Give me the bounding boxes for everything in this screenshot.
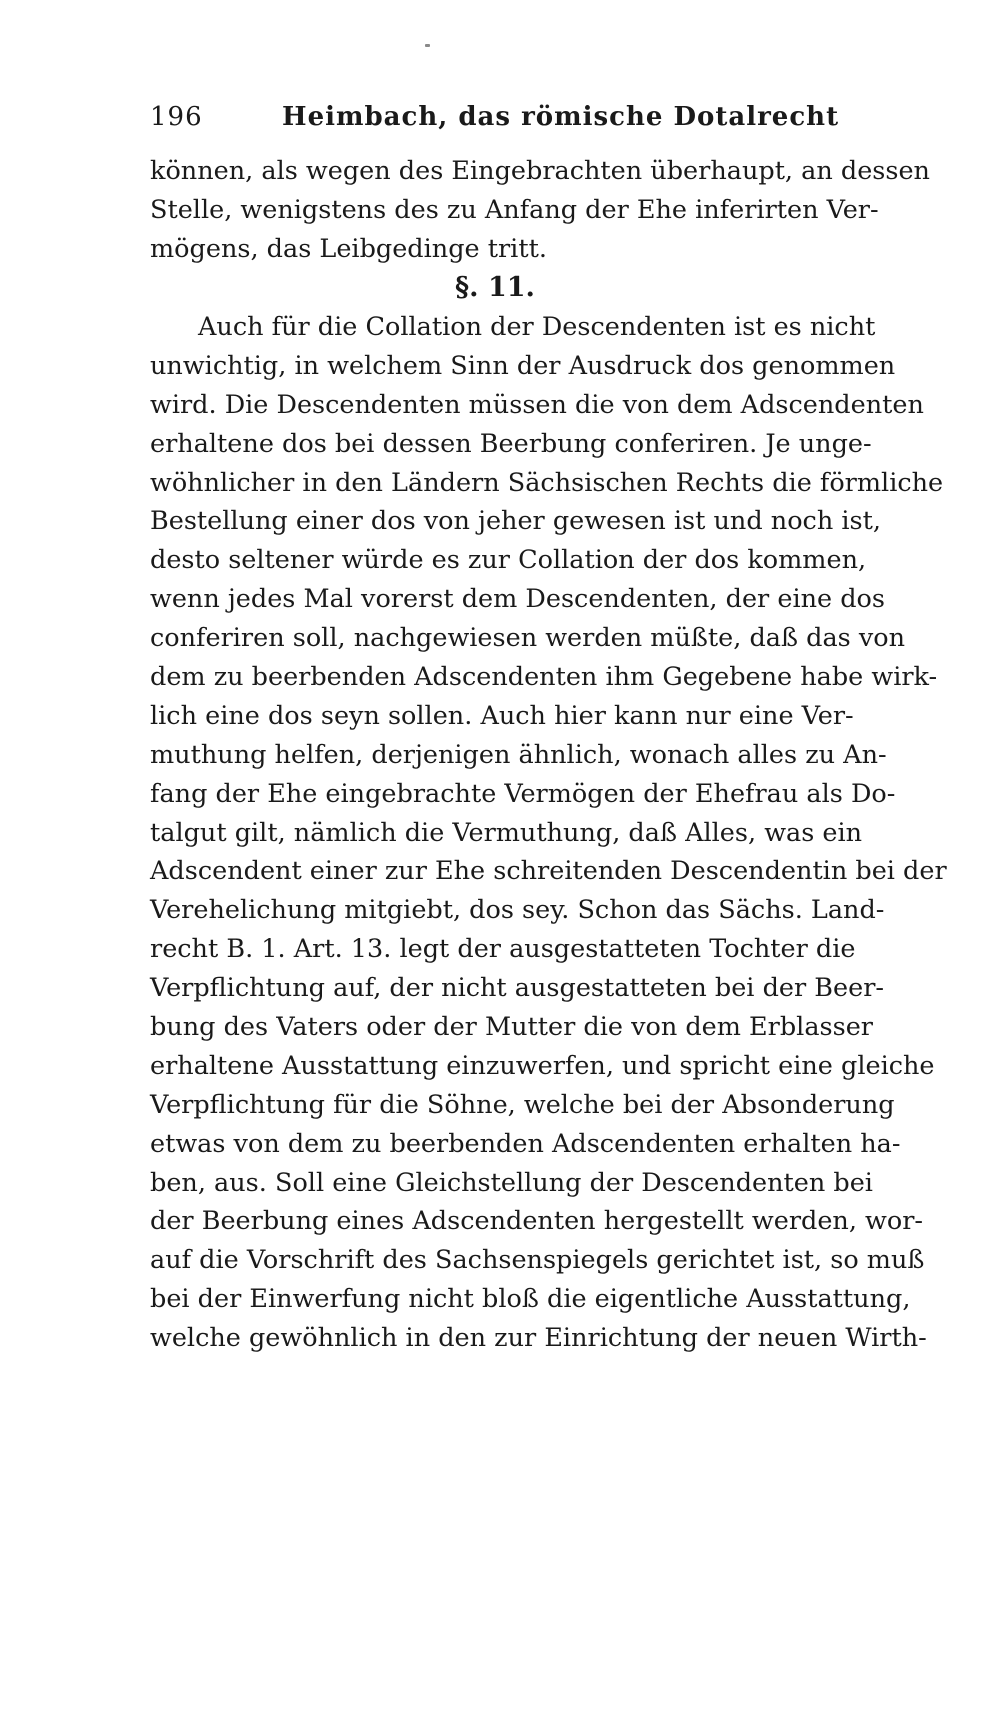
text-line: talgut gilt, nämlich die Vermuthung, daß Alles, was ein <box>150 817 863 848</box>
text-line: der Beerbung eines Adscendenten hergestellt werden, wor- <box>150 1206 924 1237</box>
text-line: welche gewöhnlich in den zur Einrichtung der neuen Wirth- <box>150 1323 927 1354</box>
page-body <box>150 152 947 1354</box>
text-line: ben, aus. Soll eine Gleichstellung der Descendenten bei <box>150 1167 873 1198</box>
page-number: 196 <box>150 102 203 132</box>
text-line: wenn jedes Mal vorerst dem Descendenten, der eine dos <box>150 584 885 615</box>
text-line: etwas von dem zu beerbenden Adscendenten erhalten ha- <box>150 1128 901 1159</box>
text-line: wird. Die Descendenten müssen die von dem Adscendenten <box>150 389 924 420</box>
text-line: können, als wegen des Eingebrachten überhaupt, an dessen <box>150 156 930 186</box>
text-line: wöhnlicher in den Ländern Sächsischen Rechts die förmliche <box>150 467 944 498</box>
carryover-text <box>150 152 930 269</box>
text-line: erhaltene Ausstattung einzuwerfen, und spricht eine gleiche <box>150 1050 935 1081</box>
text-line: mögens, das Leibgedinge tritt. <box>150 233 547 264</box>
text-line: bung des Vaters oder der Mutter die von dem Erblasser <box>150 1012 873 1043</box>
page-header <box>150 96 840 138</box>
text-line: unwichtig, in welchem Sinn der Ausdruck dos genommen <box>150 350 896 381</box>
text-line: Stelle, wenigstens des zu Anfang der Ehe inferirten Ver- <box>150 194 879 225</box>
text-line: muthung helfen, derjenigen ähnlich, wonach alles zu An- <box>150 739 887 770</box>
text-line: Auch für die Collation der Descendenten ist es nicht <box>198 312 876 342</box>
text-line: conferiren soll, nachgewiesen werden müßte, daß das von <box>150 623 906 654</box>
text-line: Bestellung einer dos von jeher gewesen ist und noch ist, <box>150 506 881 537</box>
text-line: recht B. 1. Art. 13. legt der ausgestatteten Tochter die <box>150 934 856 965</box>
text-line: bei der Einwerfung nicht bloß die eigentliche Ausstattung, <box>150 1284 911 1315</box>
section-paragraph <box>150 308 947 1358</box>
running-title: Heimbach, das römische Dotalrecht <box>282 102 840 132</box>
text-line: Adscendent einer zur Ehe schreitenden Descendentin bei der <box>150 856 947 887</box>
section-heading: §. 11. <box>455 272 535 303</box>
print-speck <box>425 44 430 47</box>
text-line: Verpflichtung auf, der nicht ausgestatteten bei der Beer- <box>150 973 885 1004</box>
text-line: desto seltener würde es zur Collation der dos kommen, <box>150 545 867 576</box>
text-line: Verpflichtung für die Söhne, welche bei der Absonderung <box>150 1089 895 1120</box>
text-line: dem zu beerbenden Adscendenten ihm Gegebene habe wirk- <box>150 662 938 693</box>
text-line: fang der Ehe eingebrachte Vermögen der Ehefrau als Do- <box>150 778 896 809</box>
text-line: auf die Vorschrift des Sachsenspiegels gerichtet ist, so muß <box>150 1245 925 1276</box>
text-line: erhaltene dos bei dessen Beerbung conferiren. Je unge- <box>150 428 872 459</box>
text-line: lich eine dos seyn sollen. Auch hier kann nur eine Ver- <box>150 700 854 731</box>
text-line: Verehelichung mitgiebt, dos sey. Schon das Sächs. Land- <box>150 895 885 926</box>
